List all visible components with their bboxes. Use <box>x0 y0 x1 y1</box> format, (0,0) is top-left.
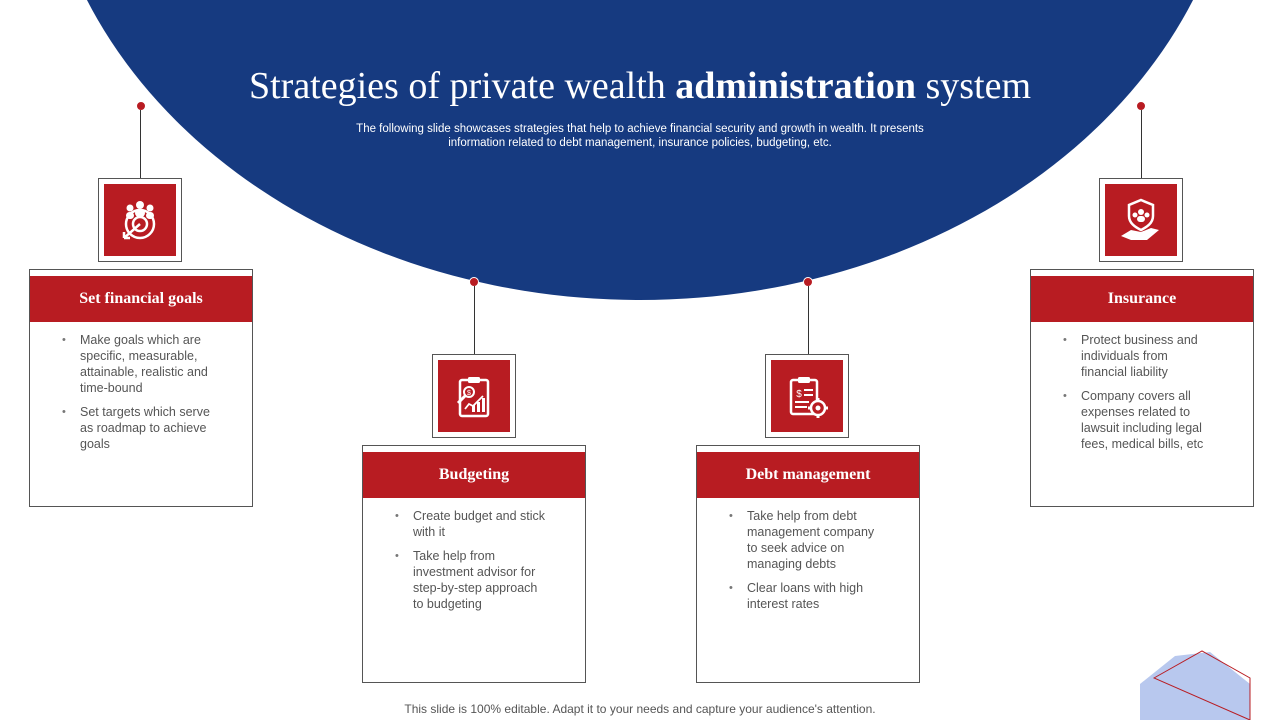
bullet-item: • Take help from debt management company to seek advice on managing debts <box>747 508 883 572</box>
title-part-regular: Strategies of private wealth <box>248 65 676 107</box>
slide-title <box>0 64 1280 108</box>
bullet-item: • Take help from investment advisor for step-by-step approach to budgeting <box>413 548 549 612</box>
bullet-item: • Set targets which serve as roadmap to achieve goals <box>80 404 216 452</box>
target-team-icon <box>116 196 164 244</box>
hand-shield-people-icon <box>1117 196 1165 244</box>
strategy-card-insurance <box>1030 269 1254 507</box>
icon-frame <box>432 354 516 438</box>
icon-frame <box>765 354 849 438</box>
bullet-item: • Clear loans with high interest rates <box>747 580 883 612</box>
title-part-bold: administration <box>675 65 916 107</box>
slide-subtitle: The following slide showcases strategies that help to achieve financial security and growth in wealth. It presents information related to debt management, insurance policies, budgeting, etc. <box>356 123 924 149</box>
bullet-list <box>1031 332 1253 452</box>
connector-line <box>140 110 141 178</box>
bullet-item: • Protect business and individuals from financial liability <box>1081 332 1217 380</box>
card-title: Budgeting <box>363 452 585 498</box>
card-title: Insurance <box>1031 276 1253 322</box>
header-arc-background <box>40 0 1240 300</box>
strategy-card-set-financial-goals <box>29 269 253 507</box>
bullet-list <box>697 508 919 612</box>
connector-line <box>1141 110 1142 178</box>
footer-note: This slide is 100% editable. Adapt it to your needs and capture your audience's attention. <box>404 702 876 716</box>
bullet-list <box>30 332 252 452</box>
connector-dot <box>136 101 146 111</box>
icon-box <box>104 184 176 256</box>
strategy-card-budgeting <box>362 445 586 683</box>
title-part-end: system <box>915 65 1032 107</box>
bullet-item: • Company covers all expenses related to lawsuit including legal fees, medical bills, etc <box>1081 388 1217 452</box>
document-gear-icon <box>783 372 831 420</box>
icon-box <box>1105 184 1177 256</box>
bullet-list <box>363 508 585 612</box>
card-title: Set financial goals <box>30 276 252 322</box>
icon-box <box>771 360 843 432</box>
bullet-item: • Make goals which are specific, measurable, attainable, realistic and time-bound <box>80 332 216 396</box>
icon-box <box>438 360 510 432</box>
connector-line <box>474 286 475 354</box>
clipboard-chart-icon <box>450 372 498 420</box>
bullet-item: • Create budget and stick with it <box>413 508 549 540</box>
svg-text:$: $ <box>467 390 471 397</box>
svg-text:$: $ <box>796 389 802 400</box>
icon-frame <box>1099 178 1183 262</box>
icon-frame <box>98 178 182 262</box>
strategy-card-debt-management <box>696 445 920 683</box>
card-title: Debt management <box>697 452 919 498</box>
connector-line <box>808 286 809 354</box>
